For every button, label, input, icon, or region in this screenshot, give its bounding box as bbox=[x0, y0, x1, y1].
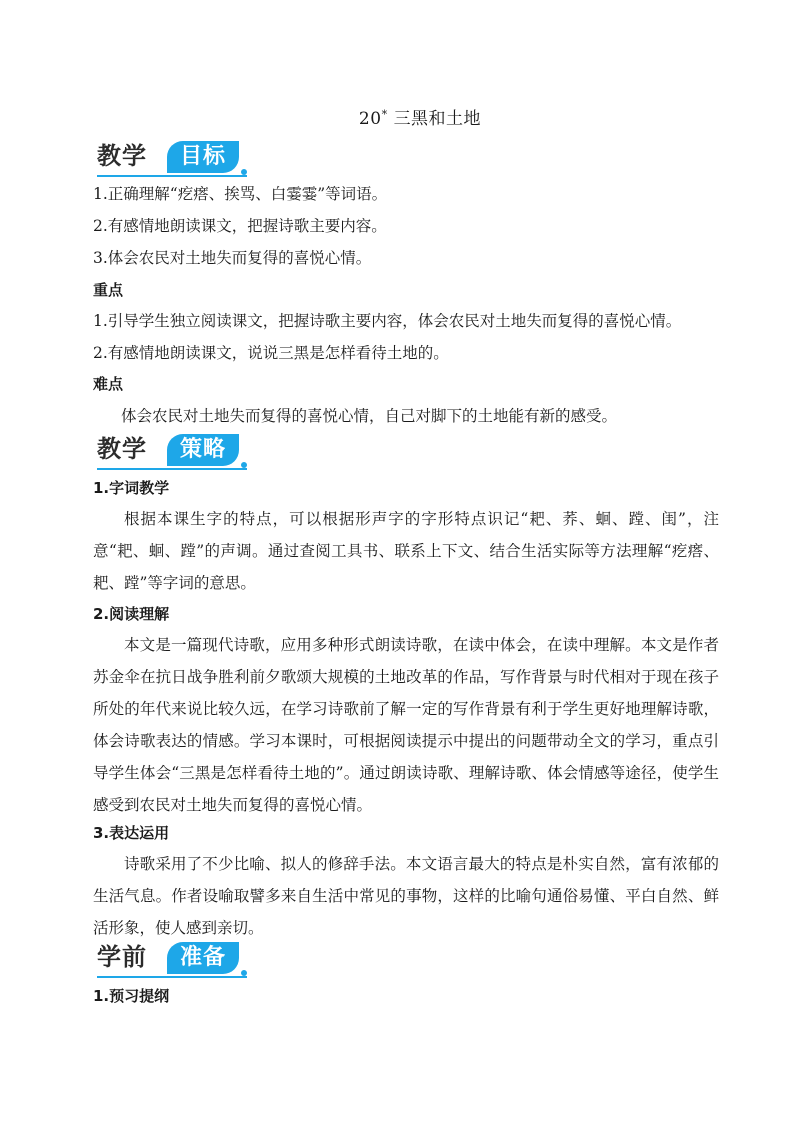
section-banner-strategy bbox=[97, 432, 247, 466]
strategy-text-1: 根据本课生字的特点，可以根据形声字的字形特点识记“耙、荞、蛔、蹚、闺”，注意“耙、蛔、蹚”的声调。通过查阅工具书、联系上下文、结合生活实际等方法理解“疙瘩、耙、蹚”等字词的意思。 bbox=[93, 510, 719, 592]
key-points-heading: 重点 bbox=[93, 281, 124, 299]
banner-left-text: 教学 bbox=[97, 435, 147, 463]
difficulty-heading: 难点 bbox=[93, 375, 124, 393]
strategy-text-3: 诗歌采用了不少比喻、拟人的修辞手法。本文语言最大的特点是朴实自然，富有浓郁的生活气息。作者设喻取譬多来自生活中常见的事物，这样的比喻句通俗易懂、平白自然、鲜活形象，使人感到亲切。 bbox=[93, 855, 719, 937]
section-banner-goals bbox=[97, 139, 247, 173]
banner-left-text: 教学 bbox=[97, 142, 147, 170]
banner-dot bbox=[241, 970, 247, 976]
prep-heading-1: 1.预习提纲 bbox=[93, 987, 170, 1005]
banner-underline bbox=[97, 976, 247, 978]
banner-underline bbox=[97, 175, 247, 177]
banner-pill-text: 策略 bbox=[167, 434, 239, 466]
banner-underline bbox=[97, 468, 247, 470]
strategy-text-2: 本文是一篇现代诗歌，应用多种形式朗读诗歌，在读中体会，在读中理解。本文是作者苏金伞在抗日战争胜利前夕歌颂大规模的土地改革的作品，写作背景与时代相对于现在孩子所处的年代来说比较久远，在学习诗歌前了解一定的写作背景有利于学生更好地理解诗歌，体会诗歌表达的情感。学习本课时，可根据阅读提示中提出的问题带动全文的学习，重点引导学生体会“三黑是怎样看待土地的”。通过朗读诗歌、理解诗歌、体会情感等途径，使学生感受到农民对土地失而复得的喜悦心情。 bbox=[93, 636, 719, 814]
lesson-mark: * bbox=[381, 108, 388, 121]
banner-dot bbox=[241, 462, 247, 468]
goal-item-3: 3.体会农民对土地失而复得的喜悦心情。 bbox=[93, 249, 372, 267]
strategy-heading-3: 3.表达运用 bbox=[93, 824, 170, 842]
banner-left-text: 学前 bbox=[97, 943, 147, 971]
lesson-title-text: 三黑和土地 bbox=[393, 109, 482, 129]
lesson-number: 20 bbox=[358, 109, 382, 129]
key-point-1: 1.引导学生独立阅读课文，把握诗歌主要内容，体会农民对土地失而复得的喜悦心情。 bbox=[93, 312, 682, 330]
goal-item-2: 2.有感情地朗读课文，把握诗歌主要内容。 bbox=[93, 217, 387, 235]
lesson-title bbox=[0, 104, 794, 129]
strategy-heading-2: 2.阅读理解 bbox=[93, 605, 170, 623]
section-banner-prep bbox=[97, 940, 247, 974]
goal-item-1: 1.正确理解“疙瘩、挨骂、白霎霎”等词语。 bbox=[93, 185, 388, 203]
banner-dot bbox=[241, 169, 247, 175]
key-point-2: 2.有感情地朗读课文，说说三黑是怎样看待土地的。 bbox=[93, 344, 449, 362]
strategy-heading-1: 1.字词教学 bbox=[93, 479, 170, 497]
banner-pill-text: 目标 bbox=[167, 141, 239, 173]
banner-pill-text: 准备 bbox=[167, 942, 239, 974]
difficulty-text: 体会农民对土地失而复得的喜悦心情，自己对脚下的土地能有新的感受。 bbox=[121, 407, 618, 425]
